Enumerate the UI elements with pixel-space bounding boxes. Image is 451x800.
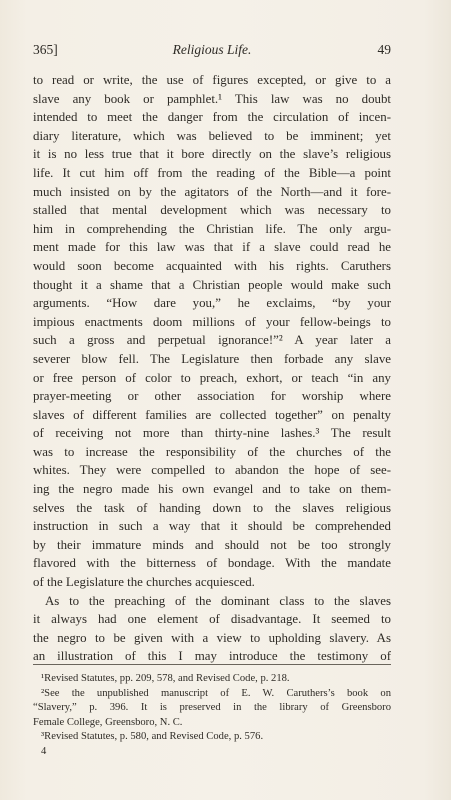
header-page-number: 49 [377,42,391,57]
paragraph-start-line: As to the preaching of the dominant class to the slaves [45,593,391,608]
body-line: by their immature minds and should not be too strongly [33,537,391,552]
body-line: selves the task of handing down to the slaves religious [33,500,391,515]
header-chapter-title: Religious Life. [172,42,252,57]
body-line: slave any book or pamphlet.¹ This law was no doubt [33,91,391,106]
body-line: stalled that mental development which was necessary to [33,203,391,218]
body-text [33,71,391,666]
body-line: ment made for this law was that if a slave could read he [33,240,391,255]
body-line: to read or write, the use of figures excepted, or give to a [33,73,391,87]
body-line: or free person of color to preach, exhort, or teach “in any [33,370,391,385]
body-line: was to increase the responsibility of the churches of the [33,444,391,459]
footnote-divider [33,664,391,665]
body-line: would soon become acquainted with his rights. Caruthers [33,258,391,273]
body-line: thought it a shame that a Christian people would make such [33,277,391,292]
header-section-number: 365] [33,42,58,57]
body-line: prayer-meeting or other association for worship where [33,389,391,404]
body-line: flavored with the bitterness of bondage. With the mandate [33,556,391,571]
signature-mark: 4 [41,745,47,757]
body-line: him in comprehending the Christian life. The only argu- [33,221,391,236]
body-line: intended to meet the danger from the circulation of incen- [33,110,391,125]
body-line: slaves of different families are collected together” on penalty [33,407,391,422]
body-line: diary literature, which was believed to be imminent; yet [33,128,391,143]
body-line: whites. They were compelled to abandon the hope of see- [33,463,391,478]
paragraph-end-line: of the Legislature the churches acquiesced. [33,575,255,590]
body-line: it is no less true that it bore directly on the slave’s religious [33,147,391,162]
footnotes [33,672,391,760]
footnote-3: ³Revised Statutes, p. 580, and Revised Code, p. 576. [41,731,264,743]
body-line: severer blow fell. The Legislature then forbade any slave [33,351,391,366]
body-line: much insisted on by the agitators of the North—and it fore- [33,184,391,199]
footnote-2-continued: “Slavery,” p. 396. It is preserved in the library of Greensboro [33,702,391,714]
running-header [33,42,391,60]
body-line: it always had one element of disadvantage. It seemed to [33,612,391,627]
body-line: ing the negro made his own evangel and to take on them- [33,482,391,497]
body-line: an illustration of this I may introduce the testimony of [33,649,391,664]
body-line: the negro to be given with a view to upholding slavery. As [33,630,391,645]
body-line: arguments. “How dare you,” he exclaims, “by your [33,296,391,311]
body-line: instruction in such a way that it should be comprehended [33,519,391,534]
body-line: of receiving not more than thirty-nine lashes.³ The result [33,426,391,441]
body-line: life. It cut him off from the reading of the Bible—a point [33,165,391,180]
body-line: impious enactments doom millions of your fellow-beings to [33,314,391,329]
footnote-1: ¹Revised Statutes, pp. 209, 578, and Revised Code, p. 218. [41,673,290,684]
body-line: such a gross and perpetual ignorance!”² A year later a [33,333,391,348]
footnote-2-continued: Female College, Greensboro, N. C. [33,716,183,728]
footnote-2: ²See the unpublished manuscript of E. W. Caruthers’s book on [41,687,391,699]
